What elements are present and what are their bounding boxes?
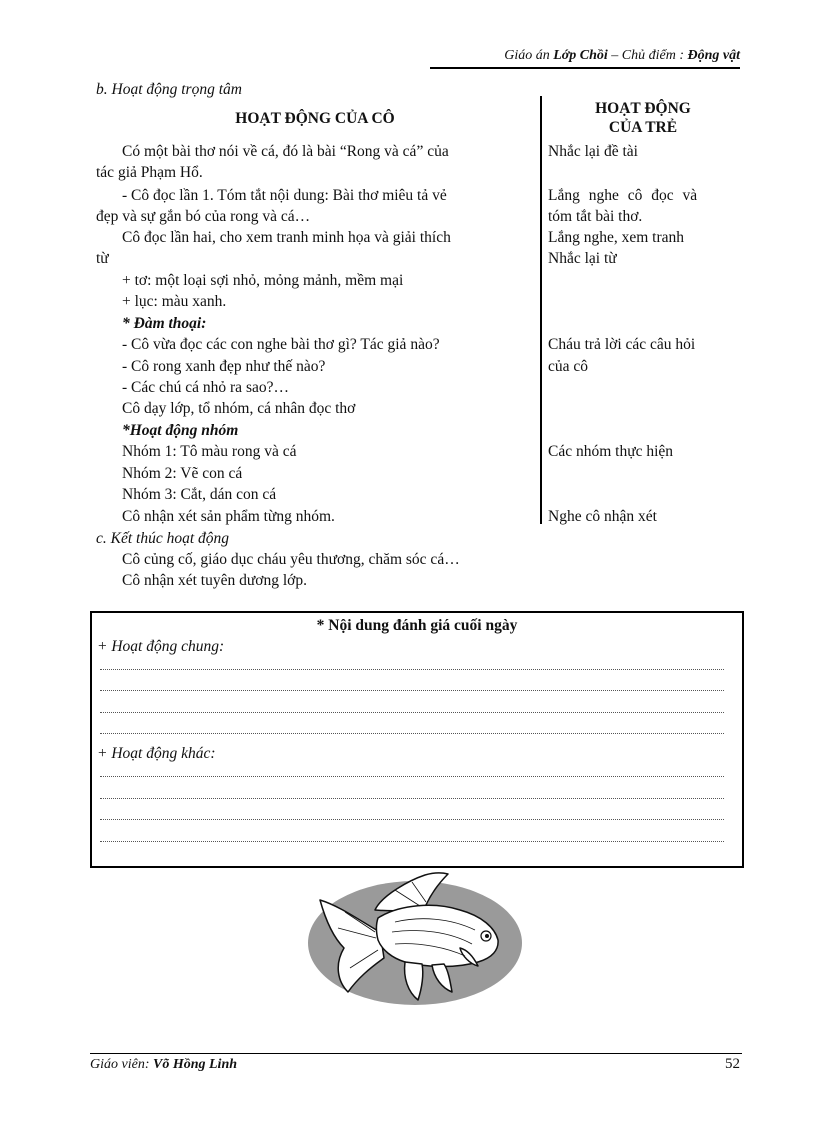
teacher-line: - Các chú cá nhỏ ra sao?…: [122, 379, 289, 396]
column-header-children-line2: CỦA TRẺ: [608, 119, 678, 136]
children-line: Cháu trả lời các câu hỏi: [548, 336, 696, 353]
teacher-line: - Cô rong xanh đẹp như thế nào?: [122, 358, 326, 375]
teacher-line: Nhóm 1: Tô màu rong và cá: [122, 443, 297, 460]
footer-rule: [90, 1053, 742, 1054]
teacher-line: từ: [96, 250, 109, 267]
header-mid: – Chủ điểm :: [607, 48, 688, 63]
evaluation-general-label: + Hoạt động chung:: [97, 638, 225, 655]
teacher-line: Nhóm 3: Cắt, dán con cá: [122, 486, 277, 503]
footer-teacher-name: Võ Hồng Linh: [152, 1057, 238, 1072]
teacher-line: Nhóm 2: Vẽ con cá: [122, 465, 243, 482]
header-prefix: Giáo án: [504, 48, 554, 63]
dotted-line: [100, 733, 724, 734]
children-line: Nhắc lại từ: [548, 250, 617, 267]
header-topic: Động vật: [687, 48, 740, 63]
children-line: tóm tắt bài thơ.: [548, 208, 643, 225]
evaluation-title: * Nội dung đánh giá cuối ngày: [316, 617, 518, 634]
document-header: [430, 48, 740, 64]
teacher-line: Cô đọc lần hai, cho xem tranh minh họa và giải thích: [122, 229, 451, 246]
teacher-line: + tơ: một loại sợi nhỏ, mỏng mảnh, mềm mại: [122, 272, 404, 289]
header-class: Lớp Chồi: [553, 48, 608, 63]
dotted-line: [100, 669, 724, 670]
teacher-line: - Cô vừa đọc các con nghe bài thơ gì? Tác giả nào?: [122, 336, 440, 353]
closing-line: Cô củng cố, giáo dục cháu yêu thương, chăm sóc cá…: [122, 551, 460, 568]
teacher-line: Cô dạy lớp, tổ nhóm, cá nhân đọc thơ: [122, 400, 356, 417]
dotted-line: [100, 798, 724, 799]
children-line: Lắng nghe cô đọc và: [548, 187, 698, 204]
children-line: Lắng nghe, xem tranh: [548, 229, 685, 246]
closing-line: Cô nhận xét tuyên dương lớp.: [122, 572, 307, 589]
dotted-line: [100, 819, 724, 820]
evaluation-other-label: + Hoạt động khác:: [97, 745, 216, 762]
column-header-children-line1: HOẠT ĐỘNG: [595, 100, 691, 117]
teacher-line: Có một bài thơ nói về cá, đó là bài “Rong và cá” của: [122, 143, 449, 160]
teacher-subheading: *Hoạt động nhóm: [122, 422, 239, 439]
children-line: Các nhóm thực hiện: [548, 443, 674, 460]
teacher-line: + lục: màu xanh.: [122, 293, 227, 310]
children-line: Nghe cô nhận xét: [548, 508, 657, 525]
footer-teacher: [90, 1057, 237, 1073]
goldfish-illustration: [300, 870, 530, 1010]
column-divider: [540, 96, 542, 524]
page-number: 52: [725, 1056, 740, 1072]
children-line: Nhắc lại đề tài: [548, 143, 638, 160]
footer-teacher-label: Giáo viên:: [90, 1057, 153, 1072]
dotted-line: [100, 841, 724, 842]
section-b-title: b. Hoạt động trọng tâm: [96, 81, 242, 98]
teacher-line: đẹp và sự gắn bó của rong và cá…: [96, 208, 311, 225]
header-rule: [430, 67, 740, 69]
dotted-line: [100, 712, 724, 713]
column-header-children: [548, 99, 738, 137]
column-header-teacher: HOẠT ĐỘNG CỦA CÔ: [235, 110, 395, 127]
teacher-line: - Cô đọc lần 1. Tóm tắt nội dung: Bài thơ miêu tả vẻ: [122, 187, 447, 204]
children-line: của cô: [548, 358, 589, 375]
teacher-line: tác giả Phạm Hổ.: [96, 164, 203, 181]
dotted-line: [100, 690, 724, 691]
dotted-line: [100, 776, 724, 777]
teacher-line: Cô nhận xét sản phẩm từng nhóm.: [122, 508, 335, 525]
section-c-title: c. Kết thúc hoạt động: [96, 530, 230, 547]
teacher-subheading: * Đàm thoại:: [122, 315, 207, 332]
